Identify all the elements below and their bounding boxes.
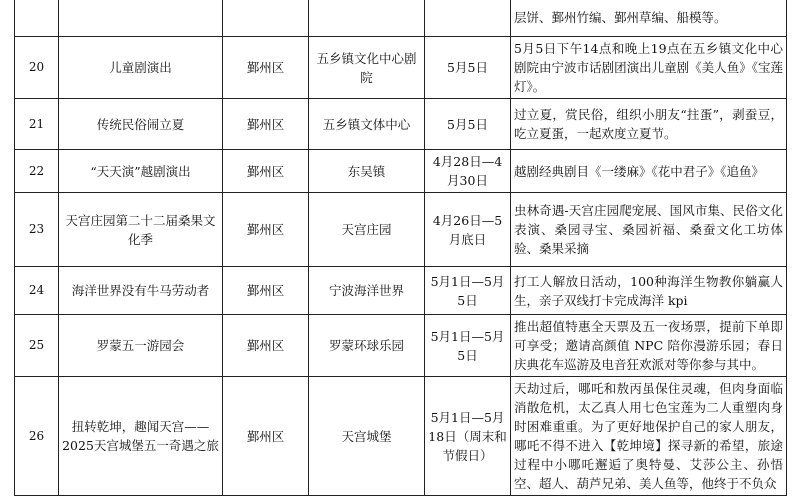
table-row xyxy=(15,315,787,377)
activity-name: 扭转乾坤，趣闻天宫——2025天宫城堡五一奇遇之旅 xyxy=(59,377,223,496)
activity-date: 5月1日—5月5日 xyxy=(425,315,511,377)
activity-place: 五乡镇文化中心剧院 xyxy=(309,37,425,99)
activity-description: 虫林奇遇-天宫庄园爬宠展、国风市集、民俗文化表演、桑园寻宝、桑园祈福、桑蚕文化工坊体验、桑果采摘 xyxy=(511,193,787,267)
activity-name xyxy=(59,0,223,37)
activity-date: 5月5日 xyxy=(425,99,511,150)
row-number: 25 xyxy=(15,315,59,377)
activity-area: 鄞州区 xyxy=(223,99,309,150)
row-number: 20 xyxy=(15,37,59,99)
activity-area: 鄞州区 xyxy=(223,315,309,377)
table-row xyxy=(15,150,787,193)
row-number: 21 xyxy=(15,99,59,150)
table-row xyxy=(15,377,787,496)
activity-table xyxy=(14,0,787,496)
table-row xyxy=(15,99,787,150)
activity-name: 传统民俗闹立夏 xyxy=(59,99,223,150)
activity-area: 鄞州区 xyxy=(223,193,309,267)
table-row xyxy=(15,37,787,99)
table-row xyxy=(15,193,787,267)
row-number: 24 xyxy=(15,267,59,315)
activity-name: 儿童剧演出 xyxy=(59,37,223,99)
table-row xyxy=(15,267,787,315)
row-number: 22 xyxy=(15,150,59,193)
activity-description: 越剧经典剧目《一缕麻》《花中君子》《追鱼》 xyxy=(511,150,787,193)
activity-description: 推出超值特惠全天票及五一夜场票，提前下单即可享受；邀请高颜值 NPC 陪你漫游乐园；春日庆典花车巡游及电音狂欢派对等你参与其中。 xyxy=(511,315,787,377)
activity-date: 5月1日—5月5日 xyxy=(425,267,511,315)
activity-place xyxy=(309,0,425,37)
activity-name: 天宫庄园第二十二届桑果文化季 xyxy=(59,193,223,267)
activity-place: 天宫城堡 xyxy=(309,377,425,496)
activity-place: 天宫庄园 xyxy=(309,193,425,267)
activity-place: 罗蒙环球乐园 xyxy=(309,315,425,377)
activity-name: 罗蒙五一游园会 xyxy=(59,315,223,377)
activity-date: 5月5日 xyxy=(425,37,511,99)
activity-description: 天劫过后，哪吒和敖丙虽保住灵魂，但肉身面临消散危机，太乙真人用七色宝莲为二人重塑肉身时困难重重。为了更好地保护自己的家人朋友，哪吒不得不进入【乾坤境】探寻新的希望，旅途过程中小哪吒邂逅了奥特曼、艾莎公主、孙悟空、超人、葫芦兄弟、美人鱼等，他终于不负众 xyxy=(511,377,787,496)
activity-description: 5月5日下午14点和晚上19点在五乡镇文化中心剧院由宁波市话剧团演出儿童剧《美人鱼》《宝莲灯》。 xyxy=(511,37,787,99)
activity-description: 打工人解放日活动，100种海洋生物教你躺赢人生，亲子双线打卡完成海洋 kpi xyxy=(511,267,787,315)
activity-area xyxy=(223,0,309,37)
activity-name: “天天演”越剧演出 xyxy=(59,150,223,193)
row-number: 26 xyxy=(15,377,59,496)
activity-name: 海洋世界没有牛马劳动者 xyxy=(59,267,223,315)
activity-place: 东吴镇 xyxy=(309,150,425,193)
activity-description: 过立夏，赏民俗，组织小朋友“拄蛋”，剥蚕豆，吃立夏蛋，一起欢度立夏节。 xyxy=(511,99,787,150)
activity-area: 鄞州区 xyxy=(223,37,309,99)
activity-area: 鄞州区 xyxy=(223,150,309,193)
activity-date: 4月26日—5月底日 xyxy=(425,193,511,267)
activity-date: 4月28日—4月30日 xyxy=(425,150,511,193)
activity-date xyxy=(425,0,511,37)
activity-area: 鄞州区 xyxy=(223,377,309,496)
activity-area: 鄞州区 xyxy=(223,267,309,315)
table-row xyxy=(15,0,787,37)
row-number: 23 xyxy=(15,193,59,267)
row-number xyxy=(15,0,59,37)
activity-description: 层饼、鄞州竹编、鄞州草编、船模等。 xyxy=(511,0,787,37)
activity-place: 宁波海洋世界 xyxy=(309,267,425,315)
activity-place: 五乡镇文体中心 xyxy=(309,99,425,150)
activity-date: 5月1日—5月18日（周末和节假日） xyxy=(425,377,511,496)
